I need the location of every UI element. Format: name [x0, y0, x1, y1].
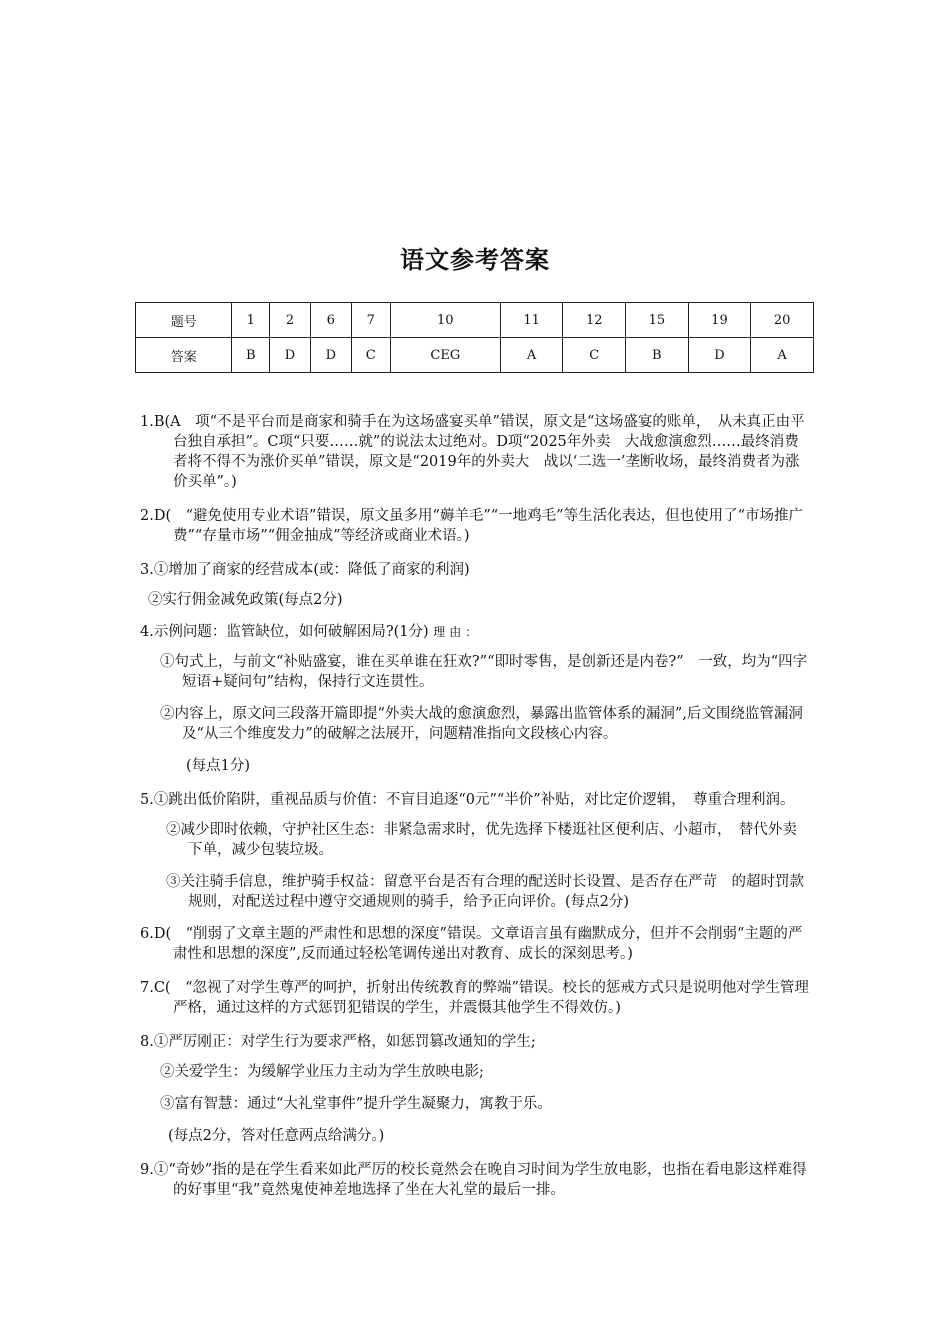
answer-cell: D	[310, 338, 351, 373]
answer-cell: A	[751, 338, 814, 373]
answer-q4-point1: ①句式上，与前文“补贴盛宴，谁在买单谁在狂欢?”“即时零售，是创新还是内卷?” 一致，均为“四字短语+疑问句”结构，保持行文连贯性。	[160, 654, 808, 690]
answer-cell: CEG	[390, 338, 500, 373]
question-number: 7	[351, 303, 390, 338]
answer-q8-score-note: (每点2分，答对任意两点给满分。)	[168, 1128, 385, 1144]
answer-q5-point1: 5.①跳出低价陷阱，重视品质与价值：不盲目追逐“0元”“半价”补贴，对比定价逻辑， 尊重合理利润。	[140, 792, 795, 808]
answer-q6: 6.D( “削弱了文章主题的严肃性和思想的深度”错误。文章语言虽有幽默成分，但并不会削弱“主题的严肃性和思想的深度”,反而通过轻松笔调传递出对教育、成长的深刻思考。)	[140, 926, 803, 962]
answer-q8-point2: ②关爱学生：为缓解学业压力主动为学生放映电影;	[160, 1064, 484, 1080]
answer-q9: 9.①“奇妙”指的是在学生看来如此严厉的校长竟然会在晚自习时间为学生放电影，也指在看电影这样难得的好事里“我”竟然鬼使神差地选择了坐在大礼堂的最后一排。	[140, 1162, 807, 1198]
answer-q1: 1.B(A 项“不是平台而是商家和骑手在为这场盛宴买单”错误，原文是“这场盛宴的账单， 从未真正由平台独自承担”。C项“只要……就”的说法太过绝对。D项“2025年外卖 大战愈演愈烈……最终消费者将不得不为涨价买单”错误，原文是“2019年的外卖大 战以‘二选一’垄断收场，最终消费者为涨价买单”。)	[140, 414, 805, 490]
answer-q3-point1: 3.①增加了商家的经营成本(或：降低了商家的利润)	[140, 562, 470, 578]
answer-table	[135, 302, 814, 373]
answer-q2: 2.D( “避免使用专业术语”错误，原文虽多用“薅羊毛”“一地鸡毛”等生活化表达，但也使用了“市场推广费”“存量市场”“佣金抽成”等经济或商业术语。)	[140, 508, 804, 544]
question-number: 6	[310, 303, 351, 338]
table-row-questions	[136, 303, 814, 338]
question-number: 1	[232, 303, 270, 338]
page-title: 语文参考答案	[400, 245, 550, 274]
question-number: 20	[751, 303, 814, 338]
answer-q8-point1: 8.①严厉刚正：对学生行为要求严格，如惩罚篡改通知的学生;	[140, 1034, 536, 1050]
answer-q4-question: 4.示例问题：监管缺位，如何破解困局?(1分)	[140, 624, 429, 640]
answer-q4-reason-label: 理由：	[433, 625, 482, 639]
answer-cell: D	[270, 338, 311, 373]
question-number: 12	[563, 303, 626, 338]
answer-cell: A	[500, 338, 563, 373]
answer-q4-lead	[140, 622, 810, 642]
answer-q3-point2: ②实行佣金减免政策(每点2分)	[148, 592, 343, 608]
question-number: 11	[500, 303, 563, 338]
table-row-answers	[136, 338, 814, 373]
answer-q5-point3: ③关注骑手信息，维护骑手权益：留意平台是否有合理的配送时长设置、是否存在严苛 的超时罚款规则，对配送过程中遵守交通规则的骑手，给予正向评价。(每点2分)	[166, 874, 804, 910]
answer-cell: B	[232, 338, 270, 373]
answer-explanations	[140, 412, 810, 1214]
row-label-questions: 题号	[136, 303, 232, 338]
answer-cell: C	[351, 338, 390, 373]
answer-q7: 7.C( “忽视了对学生尊严的呵护，折射出传统教育的弊端”错误。校长的惩戒方式只是说明他对学生管理严格，通过这样的方式惩罚犯错误的学生，并震慑其他学生不得效仿。)	[140, 980, 809, 1016]
answer-q4-point2: ②内容上，原文问三段落开篇即提“外卖大战的愈演愈烈，暴露出监管体系的漏洞”,后文围绕监管漏洞及“从三个维度发力”的破解之法展开，问题精准指向文段核心内容。	[160, 706, 803, 742]
question-number: 15	[626, 303, 689, 338]
answer-q4-score-note: (每点1分)	[186, 758, 251, 774]
question-number: 19	[688, 303, 751, 338]
answer-cell: C	[563, 338, 626, 373]
answer-cell: D	[688, 338, 751, 373]
answer-q8-point3: ③富有智慧：通过“大礼堂事件”提升学生凝聚力，寓教于乐。	[160, 1096, 552, 1112]
row-label-answers: 答案	[136, 338, 232, 373]
answer-cell: B	[626, 338, 689, 373]
answer-q5-point2: ②减少即时依赖，守护社区生态：非紧急需求时，优先选择下楼逛社区便利店、小超市， 替代外卖下单，减少包装垃圾。	[166, 822, 797, 858]
question-number: 10	[390, 303, 500, 338]
question-number: 2	[270, 303, 311, 338]
